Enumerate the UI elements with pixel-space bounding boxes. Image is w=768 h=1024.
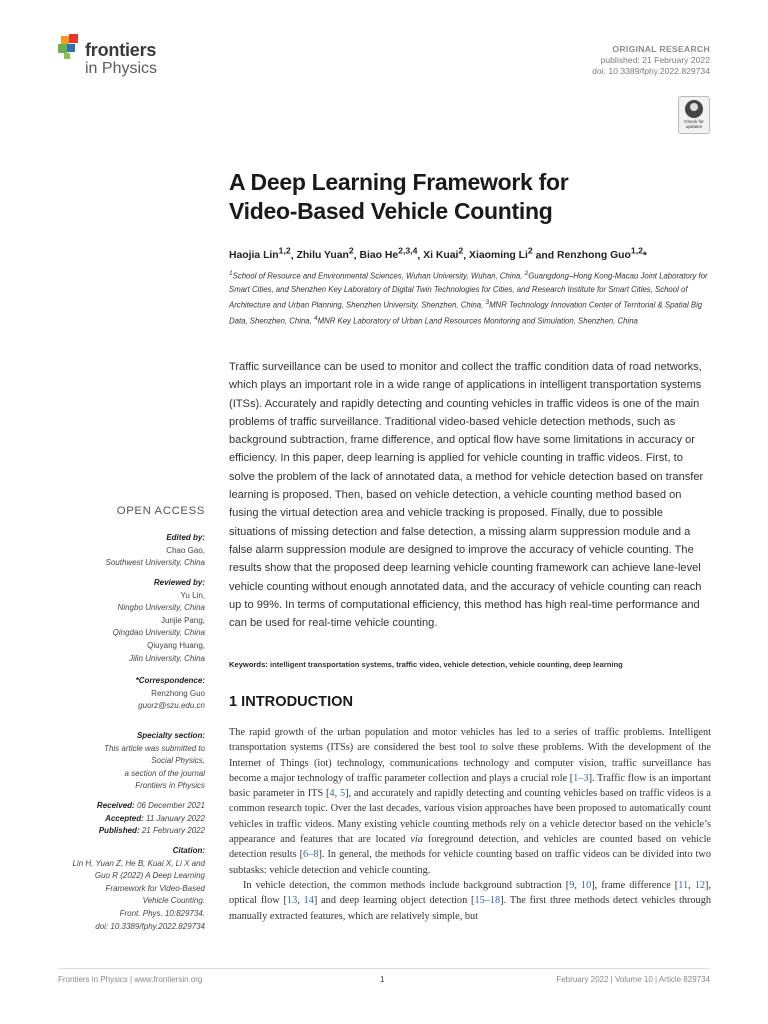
citation-link[interactable]: 4 xyxy=(329,788,335,800)
citation-link[interactable]: 1–3 xyxy=(573,772,589,784)
citation-link[interactable]: 14 xyxy=(303,895,314,907)
article-doi[interactable]: doi: 10.3389/fphy.2022.829734 xyxy=(592,66,710,76)
citation-link[interactable]: 15–18 xyxy=(474,895,501,907)
section-title: 1 INTRODUCTION xyxy=(229,694,354,710)
citation-link[interactable]: 5 xyxy=(339,788,346,800)
keywords xyxy=(229,660,719,669)
citation-link[interactable]: 10 xyxy=(580,879,592,891)
author[interactable]: Haojia Lin$^{1,2}$ xyxy=(229,246,291,262)
paragraph: The rapid growth of the urban population and motor vehicles has led to a series of traffic problems. Intelligent transportation systems (ITSs) are considered the best tool to solve these problems. With the development of the Internet of Things (iot) technology, communications technology and computer vision, traffic surveillance has become a major technology of traffic parameter collection and plays a crucial role [1–3]. Traffic flow is an important basic parameter in ITS [4, 5], and accurately and rapidly detecting and counting vehicles based on traffic videos is a common research topic. Over the last decades, various vision approaches have been proposed to automatically count vehicles in traffic videos. Many existing vehicle counting methods rely on a vehicle detector based on the vehicle’s appearance and features that are located via foreground detection, and vehicles are counted based on vehicle detection results [6–8]. In general, the methods for vehicle counting based on traffic videos can be divided into two subtasks: vehicle detection and vehicle counting. xyxy=(229,727,712,876)
author[interactable]: Zhilu Yuan$^2$ xyxy=(296,246,354,262)
footer-divider xyxy=(58,968,710,969)
citation-link[interactable]: 6–8 xyxy=(303,849,319,861)
citation-link[interactable]: 9 xyxy=(569,879,575,891)
citation-link[interactable]: 12 xyxy=(694,879,705,891)
article-type: ORIGINAL RESEARCH xyxy=(612,44,710,54)
frontiers-logo-icon xyxy=(58,34,82,62)
journal-logo xyxy=(58,34,178,80)
check-updates-label: Check for updates xyxy=(684,119,704,129)
author[interactable]: Xi Kuai$^2$ xyxy=(423,246,464,262)
abstract: Traffic surveillance can be used to monitor and collect the traffic condition data of road networks, which plays an important role in a wide range of applications in intelligent transportation systems (ITSs). Accurately and rapidly detecting and counting vehicles in traffic videos is one of the main problems of traffic surveillance. Traditional video-based vehicle detection methods, such as background subtraction, frame difference, and optical flow have some limitations in accuracy or efficiency. In this paper, deep learning is applied for vehicle counting in traffic videos. First, to solve the problem of the lack of annotated data, a method for vehicle detection based on transfer learning is proposed. Then, based on vehicle detection, a vehicle counting method based on fusing the virtual detection area and vehicle tracking is proposed. Finally, due to possible situations of missing detection and false detection, a missing alarm suppression module and a false alarm suppression module are designed to improve the accuracy of vehicle counting. The results show that the proposed deep learning vehicle counting framework can achieve lane-level vehicle counting without enough annotated data, and the accuracy of vehicle counting can reach up to 99%. In terms of computational efficiency, this method has high real-time performance and can be used for real-time vehicle counting. xyxy=(229,361,704,630)
footer-issue-info: February 2022 | Volume 10 | Article 829734 xyxy=(556,975,710,984)
check-for-updates-button[interactable] xyxy=(678,96,710,134)
specialty-section: Specialty section: This article was submitted to Social Physics, a section of the journal Frontiers in Physics xyxy=(104,731,205,791)
correspondence-info: *Correspondence: Renzhong Guo guorz@szu.edu.cn xyxy=(136,675,205,713)
bookmark-icon xyxy=(685,100,703,118)
author[interactable]: Xiaoming Li$^2$ xyxy=(469,246,533,262)
paragraph: In vehicle detection, the common methods include background subtraction [9, 10], frame difference [11, 12], optical flow [13, 14] and deep learning object detection [15–18]. The first three methods detect vehicles through manually extracted features, which are relatively simple, but xyxy=(229,879,711,922)
reviewer-info: Reviewed by: Yu Lin, Ningbo University, China Junjie Pang, Qingdao University, China Qiuyang Huang, Jilin University, China xyxy=(112,578,205,663)
article-dates: Received: 06 December 2021 Accepted: 11 January 2022 Published: 21 February 2022 xyxy=(96,801,205,836)
published-date: published: 21 February 2022 xyxy=(600,55,710,65)
logo-text-frontiers: frontiers xyxy=(85,40,157,60)
body-text xyxy=(229,725,711,924)
page-number: 1 xyxy=(380,975,385,984)
article-title: A Deep Learning Framework for Video-Based Vehicle Counting xyxy=(229,169,569,224)
citation-info: Citation: Lin H, Yuan Z, He B, Kuai X, Li X and Guo R (2022) A Deep Learning Framework for Video-Based Vehicle Counting. Front. Phys. 10:829734. doi: 10.3389/fphy.2022.829734 xyxy=(72,846,205,931)
open-access-label: OPEN ACCESS xyxy=(116,505,205,517)
editor-info: Edited by: Chao Gao, Southwest University, China xyxy=(105,533,205,568)
affiliations: $^1$School of Resource and Environmental Sciences, Wuhan University, Wuhan, China, $^2$Guangdong–Hong Kong-Macau Joint Laboratory for Smart Cities, and Shenzhen Key Laboratory of Digital Twin Technologies for Cities, and Research Institute for Smart Cities, School of Architecture and Urban Planning, Shenzhen University, Shenzhen, China, $^3$MNR Technology Innovation Center of Territorial & Spatial Big Data, Shenzhen, China, $^4$MNR Key Laboratory of Urban Land Resources Monitoring and Simulation, Shenzhen, China xyxy=(229,270,708,326)
author[interactable]: Biao He$^{2,3,4}$ xyxy=(359,246,418,262)
article-meta xyxy=(592,44,710,77)
citation-link[interactable]: 11 xyxy=(678,879,689,891)
author-list: Haojia Lin$^{1,2}$, Zhilu Yuan$^2$, Biao He$^{2,3,4}$, Xi Kuai$^2$, Xiaoming Li$^2$ and Renzhong Guo$^{1,2}$* xyxy=(229,246,647,262)
keywords-text: intelligent transportation systems, traffic video, vehicle detection, vehicle counting, deep learning xyxy=(269,660,623,669)
author[interactable]: Renzhong Guo$^{1,2}$ xyxy=(556,246,643,262)
citation-link[interactable]: 13 xyxy=(286,895,298,907)
logo-text-journal: in Physics xyxy=(85,60,158,77)
keywords-label: Keywords: xyxy=(229,660,268,669)
footer-journal-link[interactable]: Frontiers in Physics | www.frontiersin.org xyxy=(58,975,203,984)
correspondence-email[interactable]: guorz@szu.edu.cn xyxy=(138,701,205,711)
